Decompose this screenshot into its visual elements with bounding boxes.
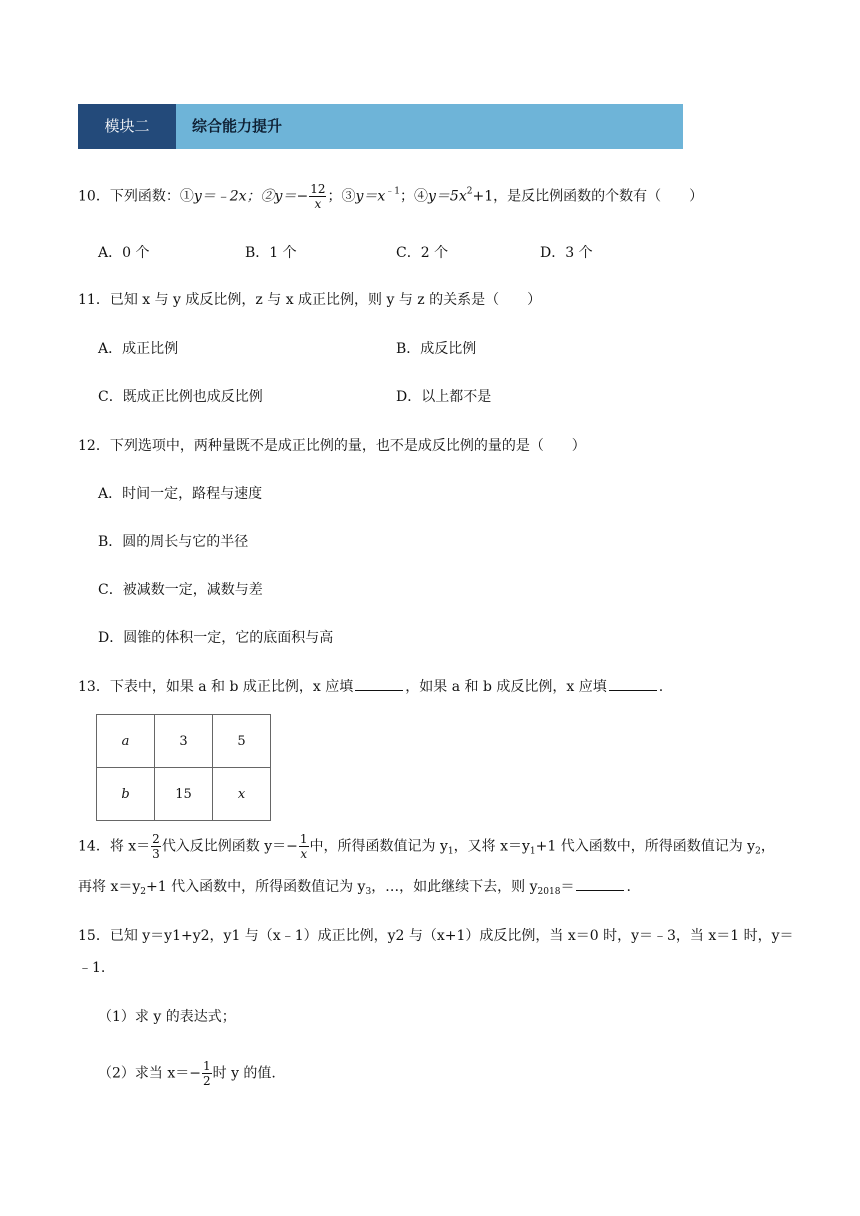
- q10-option-b[interactable]: B．1 个: [245, 245, 297, 261]
- q10-f4-exp: 2: [466, 186, 473, 197]
- table-row: [97, 715, 271, 768]
- q14-period: .: [626, 879, 631, 895]
- q10-lead: 下列函数：①: [109, 188, 194, 205]
- q14-fraction-1: $\frac{2}{3}$: [152, 832, 160, 861]
- q10-sep2: ；③: [327, 188, 356, 205]
- q14-line2b: +1 代入函数中，所得函数值记为 y: [146, 879, 366, 895]
- q13-part1: 13．下表中，如果 a 和 b 成正比例，x 应填: [78, 679, 354, 695]
- section-tag: 模块二: [78, 104, 176, 149]
- q14-b: 代入反比例函数 y＝−: [161, 838, 298, 855]
- question-14-line2: [78, 876, 631, 896]
- q14-e-sub: 2: [755, 846, 761, 857]
- q15-fraction: $\frac{1}{2}$: [202, 1059, 211, 1088]
- question-14-line1: [78, 833, 775, 860]
- q10-f4: y＝5x: [428, 188, 467, 205]
- q11-option-a[interactable]: A．成正比例: [98, 341, 179, 357]
- table-cell: b: [97, 768, 155, 821]
- q13-blank-2[interactable]: [609, 678, 657, 691]
- question-13: [78, 676, 663, 696]
- q15-subquestion-2: [98, 1060, 276, 1087]
- q14-line2c-sub: 2018: [537, 887, 561, 897]
- q15-subquestion-1: （1）求 y 的表达式；: [98, 1009, 236, 1025]
- q10-fraction: $\frac{12}{x}$: [310, 182, 326, 211]
- question-11: 11．已知 x 与 y 成反比例，z 与 x 成正比例，则 y 与 z 的关系是（ ）: [78, 292, 542, 308]
- question-15-line1: 15．已知 y＝y1+y2，y1 与（x﹣1）成正比例，y2 与（x+1）成反比例，当 x＝0 时，y＝﹣3，当 x＝1 时，y＝: [78, 928, 794, 944]
- question-15-line2: ﹣1.: [78, 960, 106, 976]
- section-banner: [78, 104, 683, 149]
- question-10: [78, 183, 703, 210]
- q10-number: 10．: [78, 188, 110, 205]
- q10-sep3: ；④: [400, 188, 429, 205]
- q15-sub2a: （2）求当 x＝−: [98, 1065, 201, 1082]
- q11-option-d[interactable]: D．以上都不是: [396, 389, 492, 405]
- table-cell: x: [213, 768, 271, 821]
- value-table: [96, 714, 271, 821]
- table-cell: a: [97, 715, 155, 768]
- q14-e: +1 代入函数中，所得函数值记为 y: [535, 838, 756, 855]
- q12-option-b[interactable]: B．圆的周长与它的半径: [98, 534, 249, 550]
- q10-f3-exp: ﹣1: [385, 186, 401, 197]
- table-cell: 5: [213, 715, 271, 768]
- table-cell: 3: [155, 715, 213, 768]
- q10-option-a[interactable]: A．0 个: [98, 245, 150, 261]
- q12-option-a[interactable]: A．时间一定，路程与速度: [98, 486, 263, 502]
- q12-option-d[interactable]: D．圆锥的体积一定，它的底面积与高: [98, 630, 334, 646]
- q13-part2: ，如果 a 和 b 成反比例，x 应填: [405, 679, 607, 695]
- section-title: 综合能力提升: [192, 117, 283, 135]
- q15-sub2b: 时 y 的值.: [212, 1065, 276, 1082]
- q11-option-b[interactable]: B．成反比例: [396, 341, 477, 357]
- q11-option-c[interactable]: C．既成正比例也成反比例: [98, 389, 263, 405]
- q14-blank[interactable]: [576, 878, 624, 891]
- q13-period: .: [658, 679, 664, 695]
- q14-d: ，又将 x＝y: [453, 838, 530, 855]
- q14-fraction-2: $\frac{1}{x}$: [299, 832, 308, 861]
- q10-option-c[interactable]: C．2 个: [396, 245, 449, 261]
- q10-tail: +1，是反比例函数的个数有（ ）: [472, 188, 704, 205]
- q10-f3: y＝x: [355, 188, 386, 205]
- table-row: [97, 768, 271, 821]
- q14-c: 中，所得函数值记为 y: [309, 838, 448, 855]
- q10-f2: y＝−: [274, 188, 309, 205]
- table-cell: 15: [155, 768, 213, 821]
- q14-line2a: 再将 x＝y: [78, 879, 141, 895]
- question-12: 12．下列选项中，两种量既不是成正比例的量，也不是成反比例的量的是（ ）: [78, 438, 586, 454]
- q14-line2d: ＝: [560, 879, 575, 895]
- q10-option-d[interactable]: D．3 个: [540, 245, 593, 261]
- q14-line2b-sub: 3: [365, 887, 372, 897]
- q14-f: ，: [760, 838, 775, 855]
- q13-blank-1[interactable]: [355, 678, 403, 691]
- q14-d-sub: 1: [529, 846, 536, 857]
- q14-a: 14．将 x＝: [78, 838, 151, 855]
- q12-option-c[interactable]: C．被减数一定，减数与差: [98, 582, 263, 598]
- q14-c-sub: 1: [447, 846, 454, 857]
- q10-f1: y＝﹣2x；②: [193, 188, 275, 205]
- q14-line2c: ，…，如此继续下去，则 y: [371, 879, 538, 895]
- q14-line2a-sub: 2: [140, 887, 146, 897]
